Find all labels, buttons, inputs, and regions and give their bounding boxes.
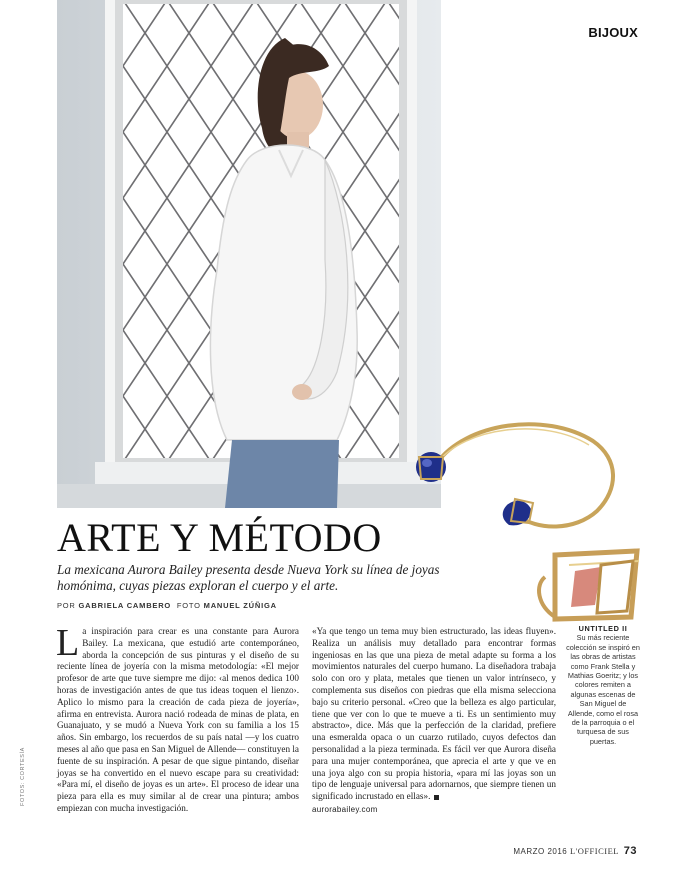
byline-photographer: MANUEL ZÚÑIGA — [203, 601, 277, 610]
body-column-1 — [56, 622, 299, 815]
byline-author-prefix: POR — [57, 601, 76, 610]
page-folio — [513, 845, 637, 857]
byline — [57, 601, 277, 610]
byline-author: GABRIELA CAMBERO — [78, 601, 172, 610]
body-column-2 — [312, 626, 556, 816]
drop-cap: L — [56, 622, 80, 664]
jewelry-caption — [566, 624, 640, 746]
byline-photo-prefix: FOTO — [176, 601, 201, 610]
website-link[interactable]: aurorabailey.com — [312, 804, 378, 814]
article-dek: La mexicana Aurora Bailey presenta desde Nueva York su línea de joyas homónima, cuyas piezas exploran el cuerpo y el arte. — [57, 562, 440, 593]
caption-title: UNTITLED II — [578, 624, 628, 633]
portrait-illustration — [57, 0, 441, 508]
article-headline: ARTE Y MÉTODO — [57, 515, 382, 560]
folio-date: MARZO 2016 — [513, 847, 568, 856]
body-column-2-text: «Ya que tengo un tema muy bien estructurado, las ideas fluyen». Realiza un análisis muy detallado para encontrar formas ingeniosas en las que una pieza de metal adapte su forma a los movimientos naturales del cuerpo humano. La diseñadora trabaja solo con oro y plata, metales que tienen un valor intrínseco, y complementa sus diseños con piedras que ella misma selecciona bajo su criterio personal. «Creo que la belleza es algo particular, tiene que ver con lo que te mueve a ti. Es un sentimiento muy abstracto», dice. Más que la perfección de la claridad, prefiere una esmeralda opaca o un cuarzo rutilado, cuyos defectos dan personalidad a la pieza terminada. Es fácil ver que Aurora diseña para una mujer contemporánea, que aprecia el arte y que ve en una joya algo con su propia historia, «para mí las joyas son un tipo de lenguaje universal para adornarnos, que siempre tienen un significado incrustado en ellas». — [312, 626, 556, 802]
section-label: BIJOUX — [588, 25, 638, 40]
body-column-1-text: a inspiración para crear es una constante para Aurora Bailey. La mexicana, que estudió arte contemporáneo, aborda la concepción de sus pinturas y el diseño de su reciente línea de joyería con la misma metodología: «El mejor profesor de arte que tuve siempre me dijo: ‹al menos dedica 100 horas de investigación antes de que tus ideas toquen el lienzo›. Aplico lo mismo para la creación de cada pieza de joyería», afirma en entrevista. Aurora nació rodeada de minas de plata, en Guanajuato, y se mudó a Nueva York con su familia a los 15 años. Sin embargo, los recuerdos de su país natal —y los cuatro meses al año que pasa en San Miguel de Allende— constituyen la fuente de su inspiración. A pesar de que sigue pintando, diseñar joyas se ha convertido en el nuevo escape para su creatividad: «Para mí, el diseño de joyas es un arte». El proceso de idear una pieza para ella es muy similar al de crear una pintura; ambos empiezan con mucha investigación. — [57, 626, 299, 813]
photo-credit: FOTOS: CORTESÍA — [20, 747, 26, 806]
portrait-photo — [57, 0, 441, 508]
folio-magazine: L'OFFICIEL — [569, 846, 620, 856]
caption-text: Su más reciente colección se inspiró en las obras de artistas como Frank Stella y Mathias Goeritz; y los colores remiten a algunas escenas de San Miguel de Allende, como el rosa de la parroquia o el turquesa de sus puertas. — [566, 633, 640, 746]
end-mark-icon — [434, 795, 439, 800]
page-number: 73 — [623, 845, 637, 857]
